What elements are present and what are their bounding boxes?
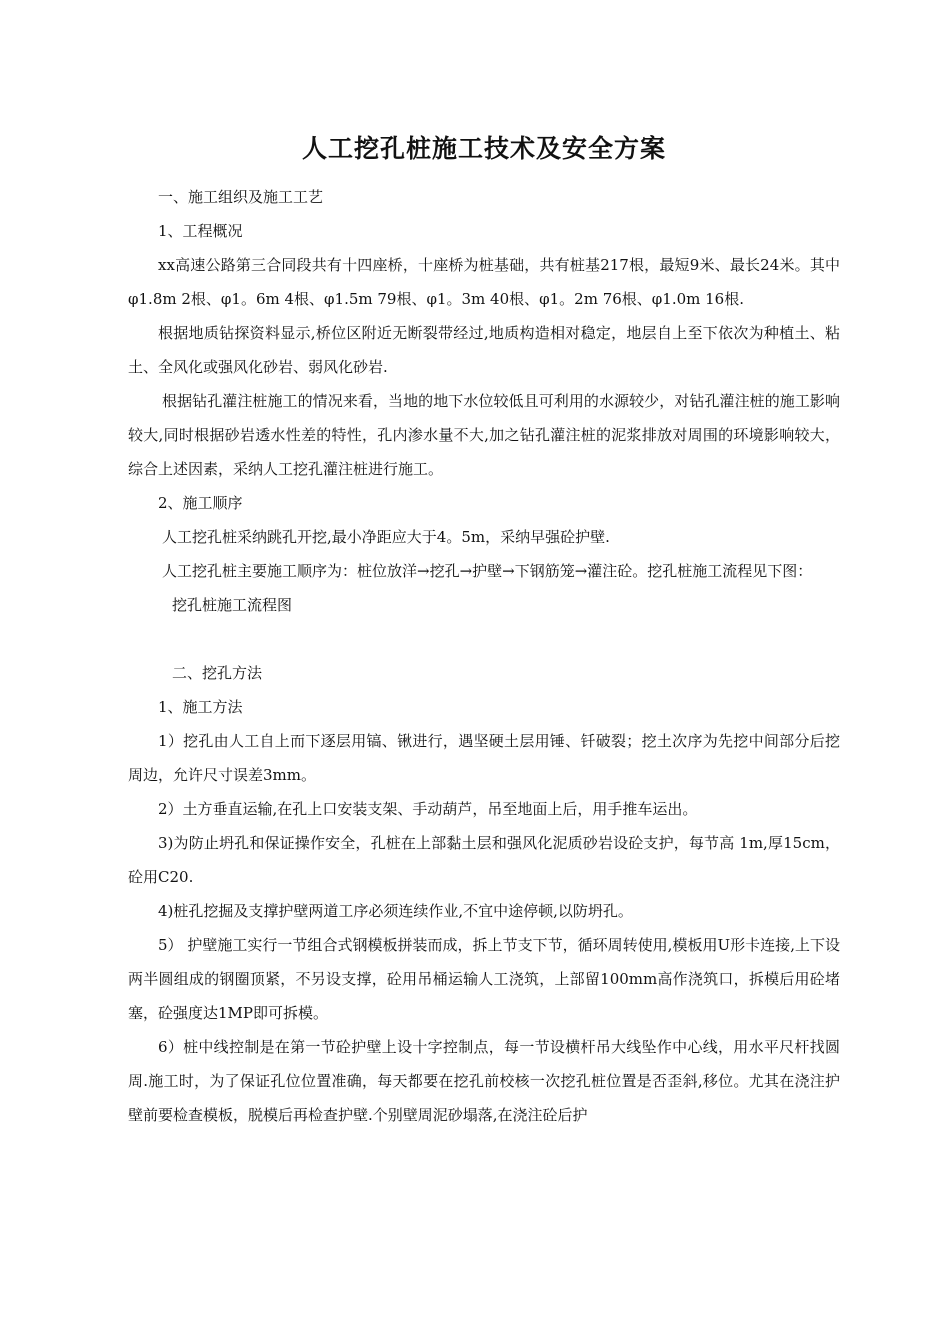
paragraph-item-6: 6）桩中线控制是在第一节砼护壁上设十字控制点，每一节设横杆吊大线坠作中心线，用水平尺杆找圆周.施工时，为了保证孔位位置准确，每天都要在挖孔前校核一次挖孔桩位置是否歪斜,移位。尤其在浇注护壁前要检查模板，脱模后再检查护壁.个别壁周泥砂塌落,在浇注砼后护: [128, 1038, 840, 1124]
subsection-heading-2-1: 1、施工方法: [158, 698, 243, 716]
paragraph-item-2: 2）土方垂直运输,在孔上口安装支架、手动葫芦，吊至地面上后，用手推车运出。: [158, 800, 698, 818]
paragraph-item-3: 3)为防止坍孔和保证操作安全，孔桩在上部黏土层和强风化泥质砂岩设砼支护，每节高 1m,厚15cm，砼用C20.: [128, 834, 840, 886]
paragraph-jump-hole: 人工挖孔桩采纳跳孔开挖,最小净距应大于4。5m，采纳早强砼护壁.: [162, 528, 610, 546]
paragraph-geology: 根据地质钻探资料显示,桥位区附近无断裂带经过,地质构造相对稳定，地层自上至下依次为种植土、粘土、全风化或强风化砂岩、弱风化砂岩.: [128, 324, 840, 376]
paragraph-item-1: 1）挖孔由人工自上而下逐层用镐、锹进行，遇坚硬土层用锤、钎破裂；挖土次序为先挖中间部分后挖周边，允许尺寸误差3mm。: [128, 732, 840, 784]
section-heading-1: 一、施工组织及施工工艺: [158, 188, 324, 206]
paragraph-project-overview: xx高速公路第三合同段共有十四座桥，十座桥为桩基础，共有桩基217根，最短9米、最长24米。其中 φ1.8m 2根、φ1。6m 4根、φ1.5m 79根、φ1。3m 40根、φ1。2m 76根、φ1.0m 16根.: [128, 256, 840, 308]
paragraph-sequence: 人工挖孔桩主要施工顺序为：桩位放洋→挖孔→护壁→下钢筋笼→灌注砼。挖孔桩施工流程见下图：: [162, 562, 813, 580]
subsection-heading-1-1: 1、工程概况: [158, 222, 243, 240]
paragraph-item-4: 4)桩孔挖掘及支撑护壁两道工序必须连续作业,不宜中途停顿,以防坍孔。: [158, 902, 633, 920]
paragraph-method-choice: 根据钻孔灌注桩施工的情况来看，当地的地下水位较低且可利用的水源较少，对钻孔灌注桩的施工影响较大,同时根据砂岩透水性差的特性，孔内渗水量不大,加之钻孔灌注桩的泥浆排放对周围的环境影响较大，综合上述因素，采纳人工挖孔灌注桩进行施工。: [128, 392, 840, 478]
paragraph-item-5: 5） 护壁施工实行一节组合式钢模板拼装而成，拆上节支下节，循环周转使用,模板用U形卡连接,上下设两半圆组成的钢圈顶紧，不另设支撑，砼用吊桶运输人工浇筑，上部留100mm高作浇筑口，拆模后用砼堵塞，砼强度达1MP即可拆模。: [128, 936, 840, 1022]
figure-caption: 挖孔桩施工流程图: [172, 596, 293, 614]
spacer: [128, 622, 840, 656]
document-title: 人工挖孔桩施工技术及安全方案: [301, 134, 666, 163]
subsection-heading-1-2: 2、施工顺序: [158, 494, 243, 512]
section-heading-2: 二、挖孔方法: [172, 664, 263, 682]
